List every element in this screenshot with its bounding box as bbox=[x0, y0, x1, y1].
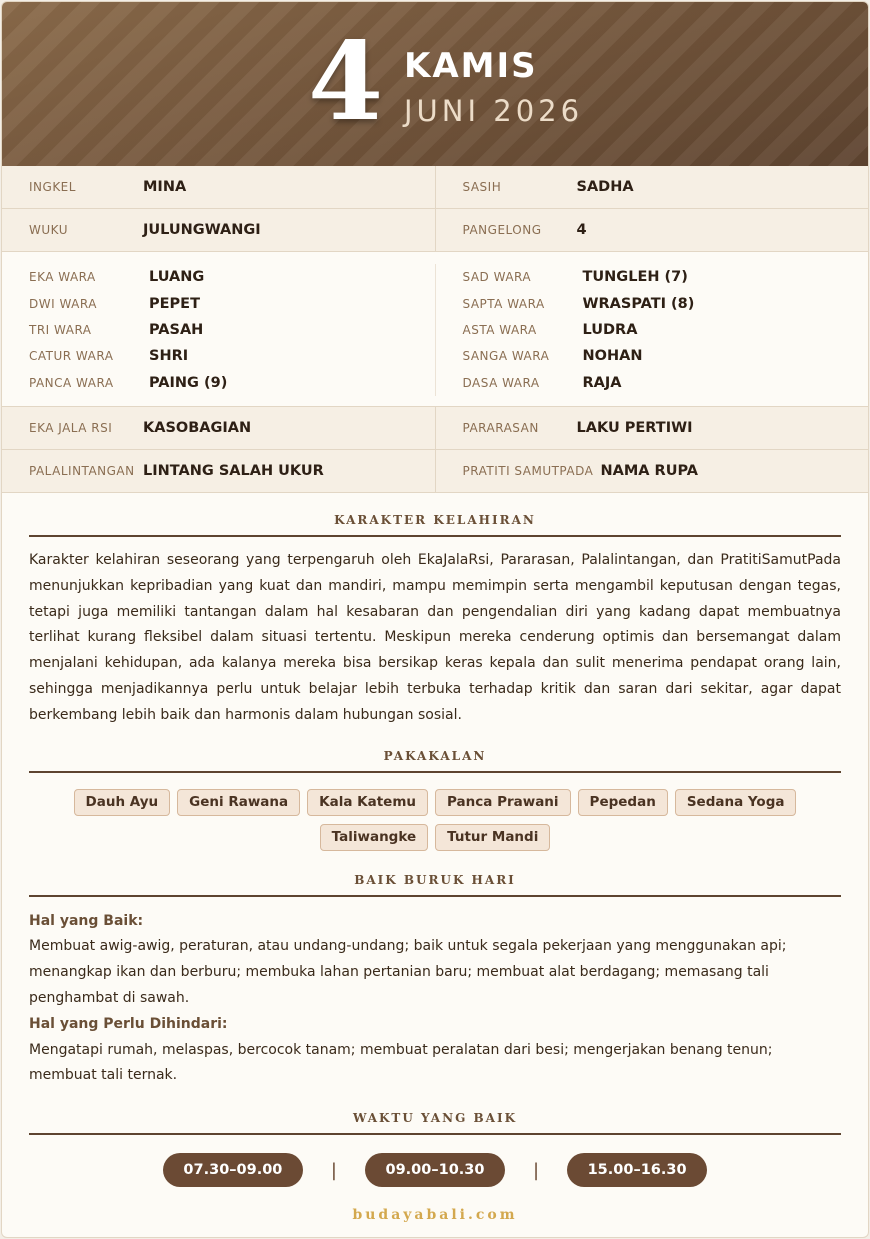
pakakalan-tag: Sedana Yoga bbox=[675, 789, 797, 816]
wara-value: PASAH bbox=[149, 321, 204, 338]
day-name: KAMIS bbox=[404, 46, 538, 86]
pakakalan-tag: Tutur Mandi bbox=[435, 824, 550, 851]
waktu-title: WAKTU YANG BAIK bbox=[29, 1111, 841, 1135]
wara-item bbox=[29, 290, 435, 316]
pakakalan-title: PAKAKALAN bbox=[29, 749, 841, 773]
wara-value: PEPET bbox=[149, 295, 200, 312]
info-label: PRATITI SAMUTPADA bbox=[462, 463, 594, 478]
info-label: WUKU bbox=[29, 223, 68, 237]
good-text: Membuat awig-awig, peraturan, atau undang-undang; baik untuk segala pekerjaan yang menggunakan api; menangkap ikan dan berburu; membuka lahan pertanian baru; membuat alat berdagang; memasang tali penghambat di sawah. bbox=[29, 938, 787, 1006]
month-year: JUNI 2026 bbox=[404, 94, 584, 128]
wara-label: CATUR WARA bbox=[29, 349, 114, 364]
wara-column-right bbox=[435, 264, 869, 396]
wara-label: ASTA WARA bbox=[462, 322, 537, 337]
karakter-title: KARAKTER KELAHIRAN bbox=[29, 513, 841, 537]
info-label: SASIH bbox=[462, 180, 502, 194]
time-slot-pill: 07.30–09.00 bbox=[163, 1153, 303, 1187]
info-row bbox=[2, 209, 868, 252]
wara-item bbox=[29, 264, 435, 290]
info-cell-eka-jala-rsi bbox=[2, 407, 435, 449]
baik-buruk-title: BAIK BURUK HARI bbox=[29, 873, 841, 897]
wara-item bbox=[29, 317, 435, 343]
wara-value: RAJA bbox=[582, 374, 622, 391]
time-slot-pill: 09.00–10.30 bbox=[365, 1153, 505, 1187]
info-row bbox=[2, 407, 868, 450]
wara-item bbox=[463, 343, 869, 369]
good-label: Hal yang Baik: bbox=[29, 912, 144, 929]
avoid-label: Hal yang Perlu Dihindari: bbox=[29, 1015, 228, 1032]
wara-label: SANGA WARA bbox=[462, 349, 550, 364]
info-cell-pangelong bbox=[435, 209, 869, 251]
wara-grid bbox=[2, 252, 868, 407]
info-cell-pararasan bbox=[435, 407, 869, 449]
time-separator: | bbox=[330, 1159, 337, 1181]
info-label: EKA JALA RSI bbox=[29, 420, 113, 435]
info-row bbox=[2, 166, 868, 209]
pakakalan-tag: Kala Katemu bbox=[307, 789, 428, 816]
calendar-card bbox=[1, 1, 869, 1238]
wara-item bbox=[29, 343, 435, 369]
wara-label: EKA WARA bbox=[29, 270, 96, 285]
wara-value: TUNGLEH (7) bbox=[582, 269, 688, 286]
time-separator: | bbox=[533, 1159, 540, 1181]
info-cell-pratiti-samutpada bbox=[435, 450, 869, 492]
wara-value: NOHAN bbox=[582, 348, 643, 365]
wara-value: LUANG bbox=[149, 269, 205, 286]
wara-item bbox=[463, 370, 869, 396]
wara-label: SAPTA WARA bbox=[462, 296, 545, 311]
wara-value: SHRI bbox=[149, 348, 189, 365]
info-cell-palalintangan bbox=[2, 450, 435, 492]
info-label: PARARASAN bbox=[462, 420, 539, 435]
date-header bbox=[2, 2, 868, 166]
footer-site: budayabali.com bbox=[352, 1207, 518, 1224]
wara-label: PANCA WARA bbox=[29, 375, 114, 390]
info-cell-sasih bbox=[435, 166, 869, 208]
time-slots bbox=[2, 1153, 868, 1187]
wara-value: LUDRA bbox=[582, 321, 638, 338]
wara-column-left bbox=[2, 264, 435, 396]
wara-item bbox=[463, 317, 869, 343]
wara-item bbox=[463, 264, 869, 290]
pakakalan-tag: Taliwangke bbox=[320, 824, 428, 851]
info-value: 4 bbox=[576, 222, 587, 238]
pakakalan-tags bbox=[42, 789, 828, 851]
info-value: KASOBAGIAN bbox=[143, 419, 252, 436]
info-label: INGKEL bbox=[29, 180, 76, 194]
pakakalan-tag: Panca Prawani bbox=[435, 789, 571, 816]
info-cell-wuku bbox=[2, 209, 435, 251]
info-value: NAMA RUPA bbox=[600, 462, 699, 479]
info-cell-ingkel bbox=[2, 166, 435, 208]
baik-buruk-body bbox=[29, 909, 841, 1090]
wara-label: SAD WARA bbox=[462, 270, 532, 285]
info-row bbox=[2, 450, 868, 493]
karakter-text: Karakter kelahiran seseorang yang terpengaruh oleh EkaJalaRsi, Pararasan, Palalintangan, dan PratitiSamutPada menunjukkan kepribadian yang kuat dan mandiri, mampu memimpin serta mengambil keputusan dengan tegas, tetapi juga memiliki tantangan dalam hal kesabaran dan pengendalian diri yang kadang dapat membuatnya terlihat kurang fleksibel dalam situasi tertentu. Meskipun mereka cenderung optimis dan bersemangat dalam menjalani kehidupan, ada kalanya mereka bisa bersikap keras kepala dan sulit menerima pendapat orang lain, sehingga menjadikannya perlu untuk belajar lebih terbuka terhadap kritik dan saran dari sekitar, agar dapat berkembang lebih baik dan harmonis dalam hubungan sosial. bbox=[29, 551, 841, 723]
avoid-text: Mengatapi rumah, melaspas, bercocok tanam; membuat peralatan dari besi; mengerjakan benang tenun; membuat tali ternak. bbox=[29, 1041, 773, 1084]
time-slot-pill: 15.00–16.30 bbox=[567, 1153, 707, 1187]
wara-label: TRI WARA bbox=[29, 322, 92, 337]
wara-label: DASA WARA bbox=[462, 375, 540, 390]
wara-value: WRASPATI (8) bbox=[582, 295, 695, 312]
day-number: 4 bbox=[308, 19, 384, 145]
info-value: LAKU PERTIWI bbox=[576, 419, 693, 436]
info-value: SADHA bbox=[576, 179, 634, 195]
pakakalan-tag: Pepedan bbox=[578, 789, 668, 816]
info-value: JULUNGWANGI bbox=[143, 222, 261, 238]
pakakalan-tag: Dauh Ayu bbox=[74, 789, 171, 816]
wara-label: DWI WARA bbox=[29, 296, 97, 311]
info-value: LINTANG SALAH UKUR bbox=[143, 462, 324, 479]
pakakalan-tag: Geni Rawana bbox=[177, 789, 300, 816]
info-value: MINA bbox=[143, 179, 187, 195]
wara-value: PAING (9) bbox=[149, 374, 228, 391]
info-label: PANGELONG bbox=[462, 223, 542, 237]
wara-item bbox=[29, 370, 435, 396]
info-label: PALALINTANGAN bbox=[29, 463, 135, 478]
wara-item bbox=[463, 290, 869, 316]
